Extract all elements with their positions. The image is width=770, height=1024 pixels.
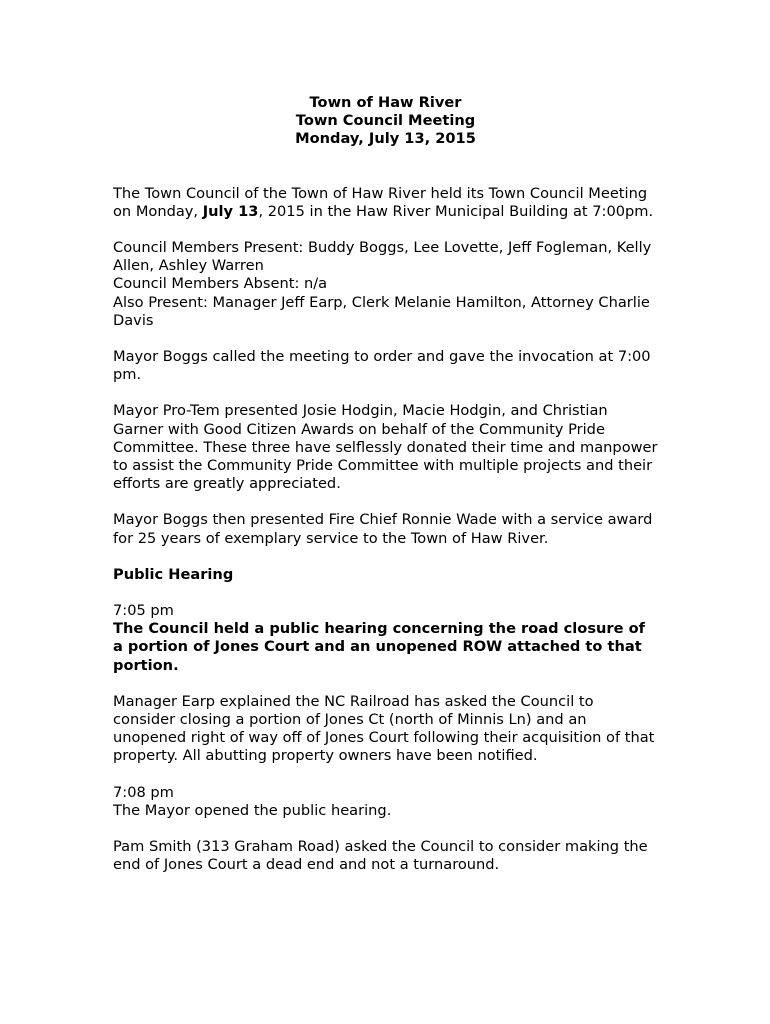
header-meeting-title: Town Council Meeting xyxy=(295,112,476,130)
also-present: Also Present: Manager Jeff Earp, Clerk Melanie Hamilton, Attorney Charlie Davis xyxy=(113,293,650,329)
service-award-paragraph: Mayor Boggs then presented Fire Chief Ronnie Wade with a service award for 25 years of exemplary service to the Town of Haw River. xyxy=(113,511,653,547)
hearing-subject: The Council held a public hearing concerning the road closure of a portion of Jones Court and an unopened ROW attached to that portion. xyxy=(113,620,645,674)
header-meeting-date: Monday, July 13, 2015 xyxy=(295,130,476,148)
hearing-time-2: 7:08 pm xyxy=(113,783,174,801)
document-page xyxy=(113,94,658,893)
intro-paragraph xyxy=(113,185,658,221)
hearing-opened-paragraph xyxy=(113,784,658,820)
manager-explanation-paragraph: Manager Earp explained the NC Railroad has asked the Council to consider closing a portion of Jones Ct (north of Minnis Ln) and an unopened right of way off of Jones Court following their acquisition of that property. All abutting property owners have been notified. xyxy=(113,692,655,765)
public-comment-paragraph: Pam Smith (313 Graham Road) asked the Council to consider making the end of Jones Court a dead end and not a turnaround. xyxy=(113,838,648,874)
hearing-time-1: 7:05 pm xyxy=(113,602,174,620)
header-town-name: Town of Haw River xyxy=(309,94,462,111)
hearing-subject-paragraph xyxy=(113,602,658,675)
document-header xyxy=(113,94,658,149)
members-present: Council Members Present: Buddy Boggs, Lee Lovette, Jeff Fogleman, Kelly Allen, Ashley Warren xyxy=(113,239,652,275)
attendance-paragraph xyxy=(113,239,658,330)
members-absent: Council Members Absent: n/a xyxy=(113,275,328,293)
hearing-opened-text: The Mayor opened the public hearing. xyxy=(113,801,392,819)
public-hearing-heading: Public Hearing xyxy=(113,565,234,583)
intro-text-post: , 2015 in the Haw River Municipal Building at 7:00pm. xyxy=(258,202,654,220)
intro-text-pre: The Town Council of the Town of Haw River held its Town Council Meeting on Monday, xyxy=(113,184,648,220)
intro-date-bold: July 13 xyxy=(202,202,259,220)
good-citizen-awards-paragraph: Mayor Pro-Tem presented Josie Hodgin, Macie Hodgin, and Christian Garner with Good Citizen Awards on behalf of the Community Pride Committee. These three have selflessly donated their time and manpower to assist the Community Pride Committee with multiple projects and their efforts are greatly appreciated. xyxy=(113,402,658,493)
call-to-order-paragraph: Mayor Boggs called the meeting to order and gave the invocation at 7:00 pm. xyxy=(113,348,651,384)
